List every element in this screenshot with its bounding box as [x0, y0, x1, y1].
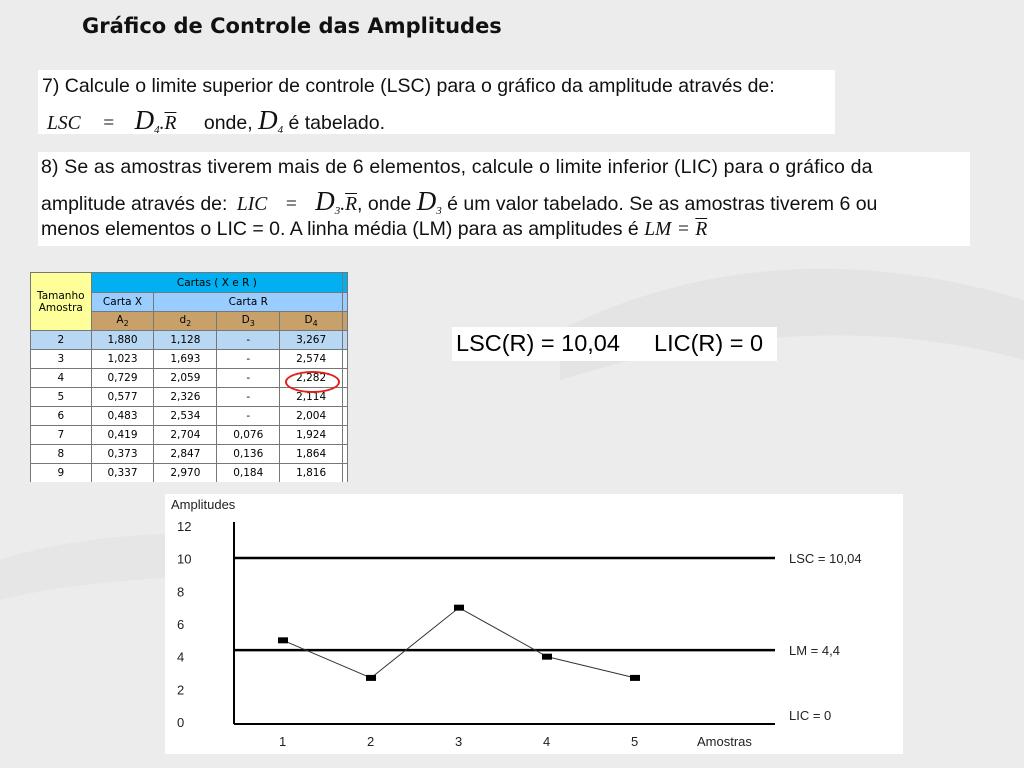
step-7-box	[38, 70, 835, 134]
table-cell: 1,816	[280, 464, 343, 483]
y-tick-label: 8	[177, 584, 185, 600]
control-factor-table	[30, 272, 348, 482]
data-point	[630, 675, 640, 681]
x-tick-label: 3	[455, 734, 463, 749]
lic-result: LIC(R) = 0	[654, 330, 764, 356]
step-7-formula: LSC = $D_4.\overline{R}$ onde, $D_4$ é tabelado.	[47, 105, 386, 136]
table-cell: -	[217, 388, 280, 407]
data-point	[454, 605, 464, 611]
step-8-text-a: amplitude através de:	[41, 193, 228, 215]
tabelado-text: é tabelado.	[288, 112, 386, 134]
equals-sign: =	[102, 113, 116, 134]
highlight-circle	[285, 371, 340, 393]
lm-symbol: LM	[644, 219, 672, 240]
table-cell: 6	[31, 407, 92, 426]
table-cell: 0,373	[91, 445, 154, 464]
x-axis-label: Amostras	[697, 734, 752, 749]
table-cell: 2,574	[280, 350, 343, 369]
table-cell: -	[217, 350, 280, 369]
y-axis-label: Amplitudes	[171, 497, 236, 512]
header-charts-group: Cartas ( X e R )	[91, 273, 343, 293]
d4-subscript: 4	[154, 124, 160, 136]
table-cell: 2	[31, 331, 92, 350]
reference-line-label: LIC = 0	[789, 708, 832, 723]
table-row	[31, 407, 348, 426]
table-cell: 0,136	[217, 445, 280, 464]
header-sample-size: Tamanho Amostra	[31, 273, 92, 331]
result-box	[452, 327, 777, 361]
table-cell: 0,184	[217, 464, 280, 483]
table-cell: 4	[31, 369, 92, 388]
step-8-text-d: menos elementos o LIC = 0. A linha média (LM) para as amplitudes é	[41, 218, 639, 240]
data-point	[366, 675, 376, 681]
table-cell: 1,880	[91, 331, 154, 350]
x-tick-label: 1	[279, 734, 287, 749]
table-cell: 0,483	[91, 407, 154, 426]
y-tick-label: 0	[177, 715, 185, 730]
table-cell: 2,282	[280, 369, 343, 388]
d4-subscript-2: 4	[277, 124, 284, 136]
d3-symbol-2: D	[416, 186, 437, 216]
step-8-text-c: é um valor tabelado. Se as amostras tiverem 6 ou	[447, 193, 878, 215]
table-row	[31, 464, 348, 483]
table-cell: 1,128	[154, 331, 217, 350]
table-cell: 0,419	[91, 426, 154, 445]
table-cell: -	[217, 407, 280, 426]
header-r-chart: Carta R	[154, 293, 343, 312]
table-row	[31, 426, 348, 445]
table-row	[31, 445, 348, 464]
table-cell: 5	[31, 388, 92, 407]
amplitude-chart	[165, 494, 903, 754]
amplitude-chart-svg	[165, 494, 903, 754]
column-header-a2: $A_2$	[91, 312, 154, 331]
slide-title: Gráfico de Controle das Amplitudes	[82, 14, 502, 38]
step-7-text: 7) Calcule o limite superior de controle (LSC) para o gráfico da amplitude através de:	[42, 75, 775, 97]
lic-symbol: LIC	[236, 194, 268, 215]
x-tick-label: 2	[367, 734, 375, 749]
d4-symbol: D	[134, 105, 155, 135]
table-cell: 2,704	[154, 426, 217, 445]
table-cell: 2,970	[154, 464, 217, 483]
onde-text: onde,	[203, 112, 253, 134]
d3-subscript-2: 3	[436, 205, 442, 217]
reference-line-label: LSC = 10,04	[789, 551, 862, 567]
table-cell: 2,114	[280, 388, 343, 407]
table-cell: 2,059	[154, 369, 217, 388]
y-tick-label: 4	[177, 649, 185, 665]
x-tick-label: 5	[631, 734, 639, 749]
table-cell: 0,076	[217, 426, 280, 445]
data-point	[278, 637, 288, 643]
table-row	[31, 331, 348, 350]
table-row	[31, 350, 348, 369]
y-tick-label: 6	[177, 617, 185, 632]
r-bar-symbol-2: $\overline{R}$	[345, 194, 358, 215]
table-cell: 2,326	[154, 388, 217, 407]
table-cell: 3,267	[280, 331, 343, 350]
table-cell: 1,864	[280, 445, 343, 464]
table-cell: 9	[31, 464, 92, 483]
table-cell: 0,337	[91, 464, 154, 483]
lsc-result: LSC(R) = 10,04	[456, 330, 620, 356]
d3-subscript: 3	[334, 205, 341, 217]
table-cell: 8	[31, 445, 92, 464]
data-point	[542, 654, 552, 660]
table-cell: 2,534	[154, 407, 217, 426]
r-bar-symbol: $\overline{R}$	[164, 113, 177, 134]
y-tick-label: 12	[177, 519, 192, 534]
y-tick-label: 2	[177, 682, 185, 698]
d4-symbol-2: D	[258, 105, 278, 135]
table-cell: -	[217, 331, 280, 350]
step-8-line-1: 8) Se as amostras tiverem mais de 6 elementos, calcule o limite inferior (LIC) para o gráfico da	[41, 156, 873, 178]
table-cell: 2,004	[280, 407, 343, 426]
step-8-box	[38, 152, 970, 246]
table-cell: 1,924	[280, 426, 343, 445]
table-cell: 7	[31, 426, 92, 445]
step-8-text-b: , onde	[357, 193, 412, 215]
table-cell: 2,847	[154, 445, 217, 464]
column-header-d4: $D_4$	[280, 312, 343, 331]
data-series-line	[283, 608, 635, 678]
r-bar-symbol-3: $\overline{R}$	[695, 219, 708, 240]
step-8-line-2: amplitude através de: LIC = $D_3.\overline{R}$, onde $D_3$ é um valor tabelado. Se as amostras tiverem 6 ou	[41, 186, 878, 217]
table-cell: 3	[31, 350, 92, 369]
step-8-line-3: menos elementos o LIC = 0. A linha média (LM) para as amplitudes é LM = $\overline{R}$	[41, 218, 708, 240]
y-tick-label: 10	[177, 551, 192, 567]
column-header-d2: $d_2$	[154, 312, 217, 331]
table-cell: 0,577	[91, 388, 154, 407]
x-tick-label: 4	[543, 734, 551, 749]
header-xbar-chart: Carta X	[91, 293, 154, 312]
lsc-symbol: LSC	[47, 113, 81, 134]
column-header-d3: $D_3$	[217, 312, 280, 331]
table-cell: 1,693	[154, 350, 217, 369]
table-cell: 1,023	[91, 350, 154, 369]
table-cell: 0,729	[91, 369, 154, 388]
table-cell: -	[217, 369, 280, 388]
reference-line-label: LM = 4,4	[789, 643, 840, 659]
equals-sign-2: =	[284, 194, 298, 215]
d3-symbol: D	[315, 186, 335, 216]
